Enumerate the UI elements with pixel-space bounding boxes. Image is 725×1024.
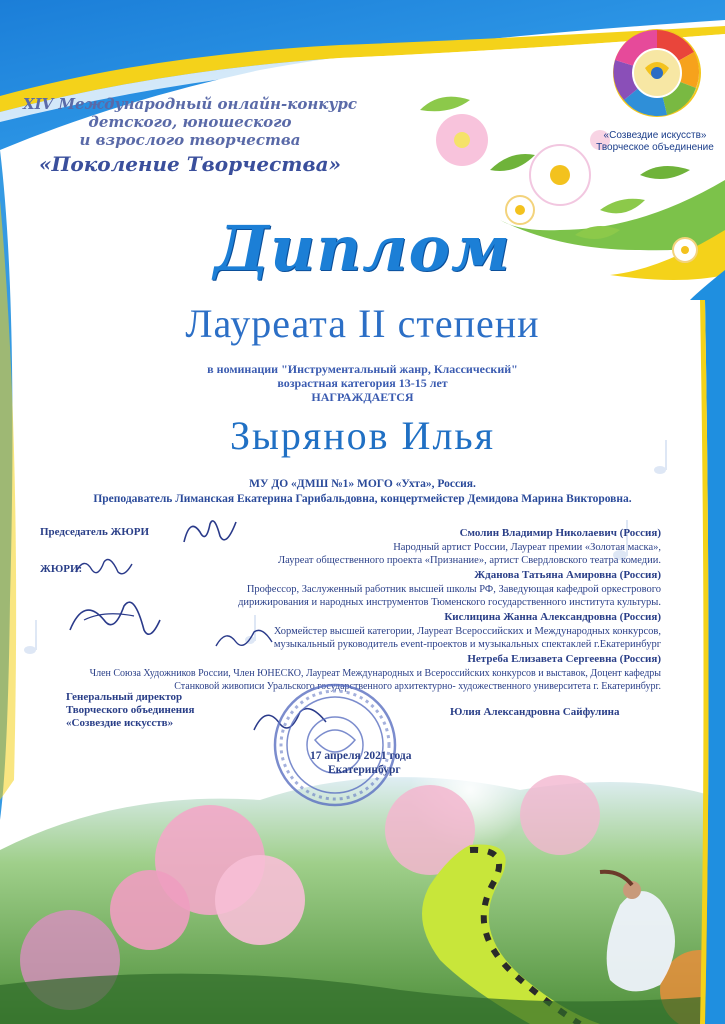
contest-line-3: и взрослого творчества bbox=[79, 131, 301, 149]
contest-line-2: детского, юношеского bbox=[88, 113, 292, 131]
organization-logo bbox=[612, 28, 702, 118]
official-stamp bbox=[270, 680, 400, 810]
org-name-line-2: Творческое объединение bbox=[596, 142, 714, 153]
school-name: МУ ДО «ДМШ №1» МОГО «Ухта», Россия. bbox=[249, 478, 476, 490]
jury-signature-2 bbox=[64, 590, 164, 650]
jury-member-desc: Лауреат общественного проекта «Признание», артист Свердловского театра комедии. bbox=[277, 555, 661, 566]
jury-member-desc: Станковой живописи Уральского государственного архитектурно- художественного университета г. Екатеринбург. bbox=[174, 681, 661, 692]
jury-member-desc: Хормейстер высшей категории, Лауреат Всероссийских и Международных конкурсов, bbox=[273, 626, 661, 637]
jury-member-desc: Народный артист России, Лауреат премии «Золотая маска», bbox=[393, 542, 661, 553]
contest-title: «Поколение Творчества» bbox=[38, 152, 342, 176]
award-city: Екатеринбург bbox=[328, 764, 401, 776]
jury-member-desc: дирижирования и народных инструментов Тюменского государственного института культуры. bbox=[238, 597, 661, 608]
director-name: Юлия Александровна Сайфулина bbox=[450, 706, 620, 718]
jury-member-name: Кислицина Жанна Александровна (Россия) bbox=[444, 611, 661, 623]
jury-signature-3 bbox=[214, 624, 274, 654]
winner-name: Зырянов Илья bbox=[229, 413, 496, 458]
jury-member-name: Жданова Татьяна Амировна (Россия) bbox=[474, 569, 661, 581]
contest-line-1: XIV Международный онлайн-конкурс bbox=[22, 95, 358, 113]
degree-title: Лауреата II степени bbox=[185, 301, 540, 346]
teachers: Преподаватель Лиманская Екатерина Гарибальдовна, концертмейстер Демидова Марина Викторовна. bbox=[93, 493, 632, 505]
director-title-line-1: Генеральный директор bbox=[66, 691, 183, 703]
jury-member-desc: музыкальный руководитель event-проектов и музыкальных спектаклей г.Екатеринбург bbox=[273, 639, 661, 650]
org-name-line-1: «Созвездие искусств» bbox=[603, 130, 707, 141]
chair-signature bbox=[180, 512, 240, 552]
jury-chair-label: Председатель ЖЮРИ bbox=[40, 526, 150, 538]
awarded-label: НАГРАЖДАЕТСЯ bbox=[311, 390, 414, 404]
award-date: 17 апреля 2021 года bbox=[310, 750, 412, 762]
director-title-line-2: Творческого объединения bbox=[66, 704, 195, 716]
nomination: в номинации "Инструментальный жанр, Классический" bbox=[207, 362, 518, 376]
jury-signature-1 bbox=[74, 552, 134, 582]
age-category: возрастная категория 13-15 лет bbox=[277, 376, 448, 390]
jury-label: ЖЮРИ: bbox=[40, 563, 83, 575]
jury-member-desc: Профессор, Заслуженный работник высшей школы РФ, Заведующая кафедрой оркестрового bbox=[246, 584, 661, 595]
jury-member-name: Смолин Владимир Николаевич (Россия) bbox=[459, 527, 661, 539]
director-title-line-3: «Созвездие искусств» bbox=[66, 717, 174, 729]
diploma-title: Диплом bbox=[214, 212, 511, 285]
jury-member-name: Нетреба Елизавета Сергеевна (Россия) bbox=[467, 653, 661, 665]
jury-member-desc: Член Союза Художников России, Член ЮНЕСКО, Лауреат Международных и Всероссийских конкурсов и выставок, Доцент кафедры bbox=[89, 668, 661, 679]
